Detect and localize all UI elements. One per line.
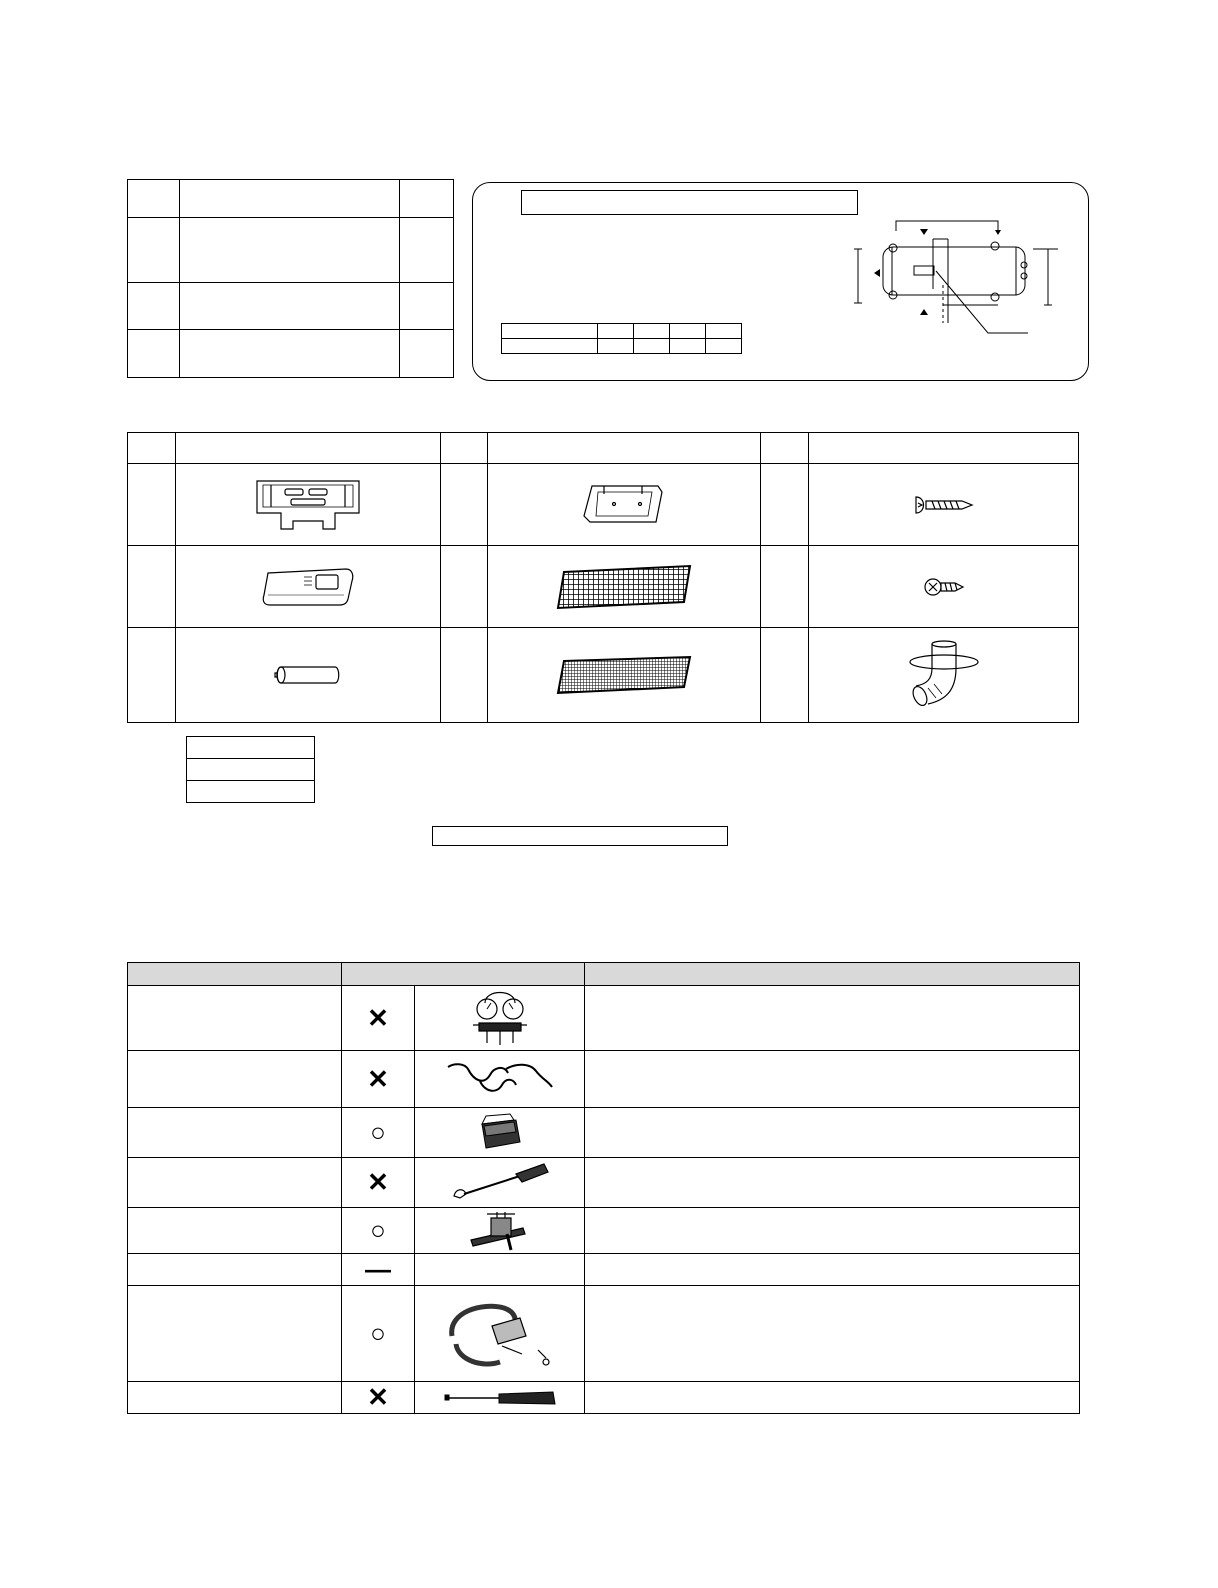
- part-image: [488, 464, 761, 546]
- torque-wrench-icon: [450, 1162, 550, 1204]
- small-cell: [187, 781, 315, 803]
- tool-image: [415, 986, 585, 1051]
- part-no: [441, 628, 488, 723]
- tool-name: [128, 1051, 342, 1108]
- table-row: [502, 339, 742, 354]
- table-row: [128, 218, 454, 283]
- size-cell: [634, 324, 670, 339]
- availability-mark: ○: [342, 1108, 415, 1158]
- tapping-screw-icon: [912, 493, 976, 517]
- availability-mark: ✕: [342, 1382, 415, 1414]
- spec-table: [127, 179, 454, 378]
- tool-name: [128, 1286, 342, 1382]
- table-row: [128, 330, 454, 378]
- vacuum-pump-adapter-icon: [442, 1296, 558, 1372]
- table-row: [128, 1051, 1080, 1108]
- tool-note: [585, 1382, 1080, 1414]
- header-cell: [128, 963, 342, 986]
- table-row: [128, 464, 1079, 546]
- air-filter-icon: [554, 564, 694, 610]
- tool-note: [585, 1208, 1080, 1254]
- deodorizing-filter-icon: [554, 655, 694, 695]
- part-image: [809, 628, 1079, 723]
- part-image: [809, 546, 1079, 628]
- part-no: [441, 464, 488, 546]
- tool-image: [415, 1051, 585, 1108]
- tool-image: [415, 1382, 585, 1414]
- tool-image: [415, 1208, 585, 1254]
- table-row: [128, 1382, 1080, 1414]
- spec-item: [180, 180, 400, 218]
- table-row: [128, 546, 1079, 628]
- table-row: [128, 628, 1079, 723]
- small-screw-icon: [923, 574, 965, 600]
- spec-no: [128, 283, 180, 330]
- availability-mark: ○: [342, 1208, 415, 1254]
- header-cell: [176, 433, 441, 464]
- part-image: [176, 546, 441, 628]
- size-table: [501, 323, 742, 354]
- small-table: [186, 736, 315, 803]
- availability-mark: ✕: [342, 1158, 415, 1208]
- table-row: [128, 283, 454, 330]
- table-row: [128, 1158, 1080, 1208]
- size-cell: [598, 324, 634, 339]
- size-cell: [670, 324, 706, 339]
- size-cell: [598, 339, 634, 354]
- small-cell: [187, 737, 315, 759]
- vacuum-pump-case-icon: [476, 1112, 524, 1154]
- tool-note: [585, 1254, 1080, 1286]
- size-cell: [502, 324, 598, 339]
- tool-note: [585, 1286, 1080, 1382]
- remote-holder-icon: [578, 482, 670, 528]
- accessories-table: [127, 432, 1079, 723]
- table-row: [187, 737, 315, 759]
- header-cell: [128, 433, 176, 464]
- spec-no: [128, 180, 180, 218]
- part-image: [809, 464, 1079, 546]
- tool-name: [128, 986, 342, 1051]
- leak-detector-icon: [443, 1390, 557, 1406]
- part-no: [441, 546, 488, 628]
- table-row: [502, 324, 742, 339]
- size-cell: [502, 339, 598, 354]
- size-cell: [634, 339, 670, 354]
- availability-mark: ○: [342, 1286, 415, 1382]
- part-no: [761, 546, 809, 628]
- tool-note: [585, 986, 1080, 1051]
- small-cell: [187, 759, 315, 781]
- spec-no: [128, 218, 180, 283]
- header-cell: [342, 963, 585, 986]
- table-row: [128, 180, 454, 218]
- part-no: [128, 628, 176, 723]
- spec-no: [128, 330, 180, 378]
- spec-item: [180, 283, 400, 330]
- tool-name: [128, 1254, 342, 1286]
- tool-image: [415, 1108, 585, 1158]
- part-image: [488, 628, 761, 723]
- table-row: [128, 1108, 1080, 1158]
- flare-tool-icon: [467, 1210, 533, 1252]
- part-no: [761, 464, 809, 546]
- table-header-row: [128, 433, 1079, 464]
- part-no: [128, 546, 176, 628]
- size-cell: [670, 339, 706, 354]
- spec-item: [180, 218, 400, 283]
- table-row: [128, 986, 1080, 1051]
- tool-note: [585, 1158, 1080, 1208]
- part-image: [176, 628, 441, 723]
- caption-box: [432, 826, 728, 846]
- header-cell: [585, 963, 1080, 986]
- spec-qty: [400, 218, 454, 283]
- header-cell: [761, 433, 809, 464]
- table-row: [128, 1254, 1080, 1286]
- table-row: [187, 759, 315, 781]
- panel-heading-box: [521, 190, 858, 215]
- spec-qty: [400, 180, 454, 218]
- remote-controller-icon: [258, 565, 358, 609]
- table-row: [187, 781, 315, 803]
- tool-image: [415, 1254, 585, 1286]
- spec-qty: [400, 283, 454, 330]
- tool-name: [128, 1382, 342, 1414]
- tool-note: [585, 1108, 1080, 1158]
- spec-item: [180, 330, 400, 378]
- availability-mark: ✕: [342, 986, 415, 1051]
- size-cell: [706, 339, 742, 354]
- part-no: [128, 464, 176, 546]
- table-row: [128, 1208, 1080, 1254]
- charge-hose-icon: [444, 1061, 556, 1097]
- part-image: [488, 546, 761, 628]
- tool-name: [128, 1208, 342, 1254]
- header-cell: [441, 433, 488, 464]
- part-no: [761, 628, 809, 723]
- tools-table: [127, 962, 1080, 1414]
- tool-name: [128, 1158, 342, 1208]
- tool-image: [415, 1286, 585, 1382]
- availability-mark: ✕: [342, 1051, 415, 1108]
- drain-elbow-icon: [906, 640, 982, 710]
- unit-dimension-diagram: [848, 213, 1068, 338]
- spec-qty: [400, 330, 454, 378]
- tool-name: [128, 1108, 342, 1158]
- header-cell: [488, 433, 761, 464]
- dimension-panel: [472, 182, 1089, 381]
- availability-mark: —: [342, 1254, 415, 1286]
- header-cell: [809, 433, 1079, 464]
- mounting-plate-icon: [253, 477, 363, 533]
- table-header-row: [128, 963, 1080, 986]
- part-image: [176, 464, 441, 546]
- tool-note: [585, 1051, 1080, 1108]
- size-cell: [706, 324, 742, 339]
- table-row: [128, 1286, 1080, 1382]
- manifold-gauge-icon: [465, 987, 535, 1049]
- tool-image: [415, 1158, 585, 1208]
- battery-icon: [273, 664, 343, 686]
